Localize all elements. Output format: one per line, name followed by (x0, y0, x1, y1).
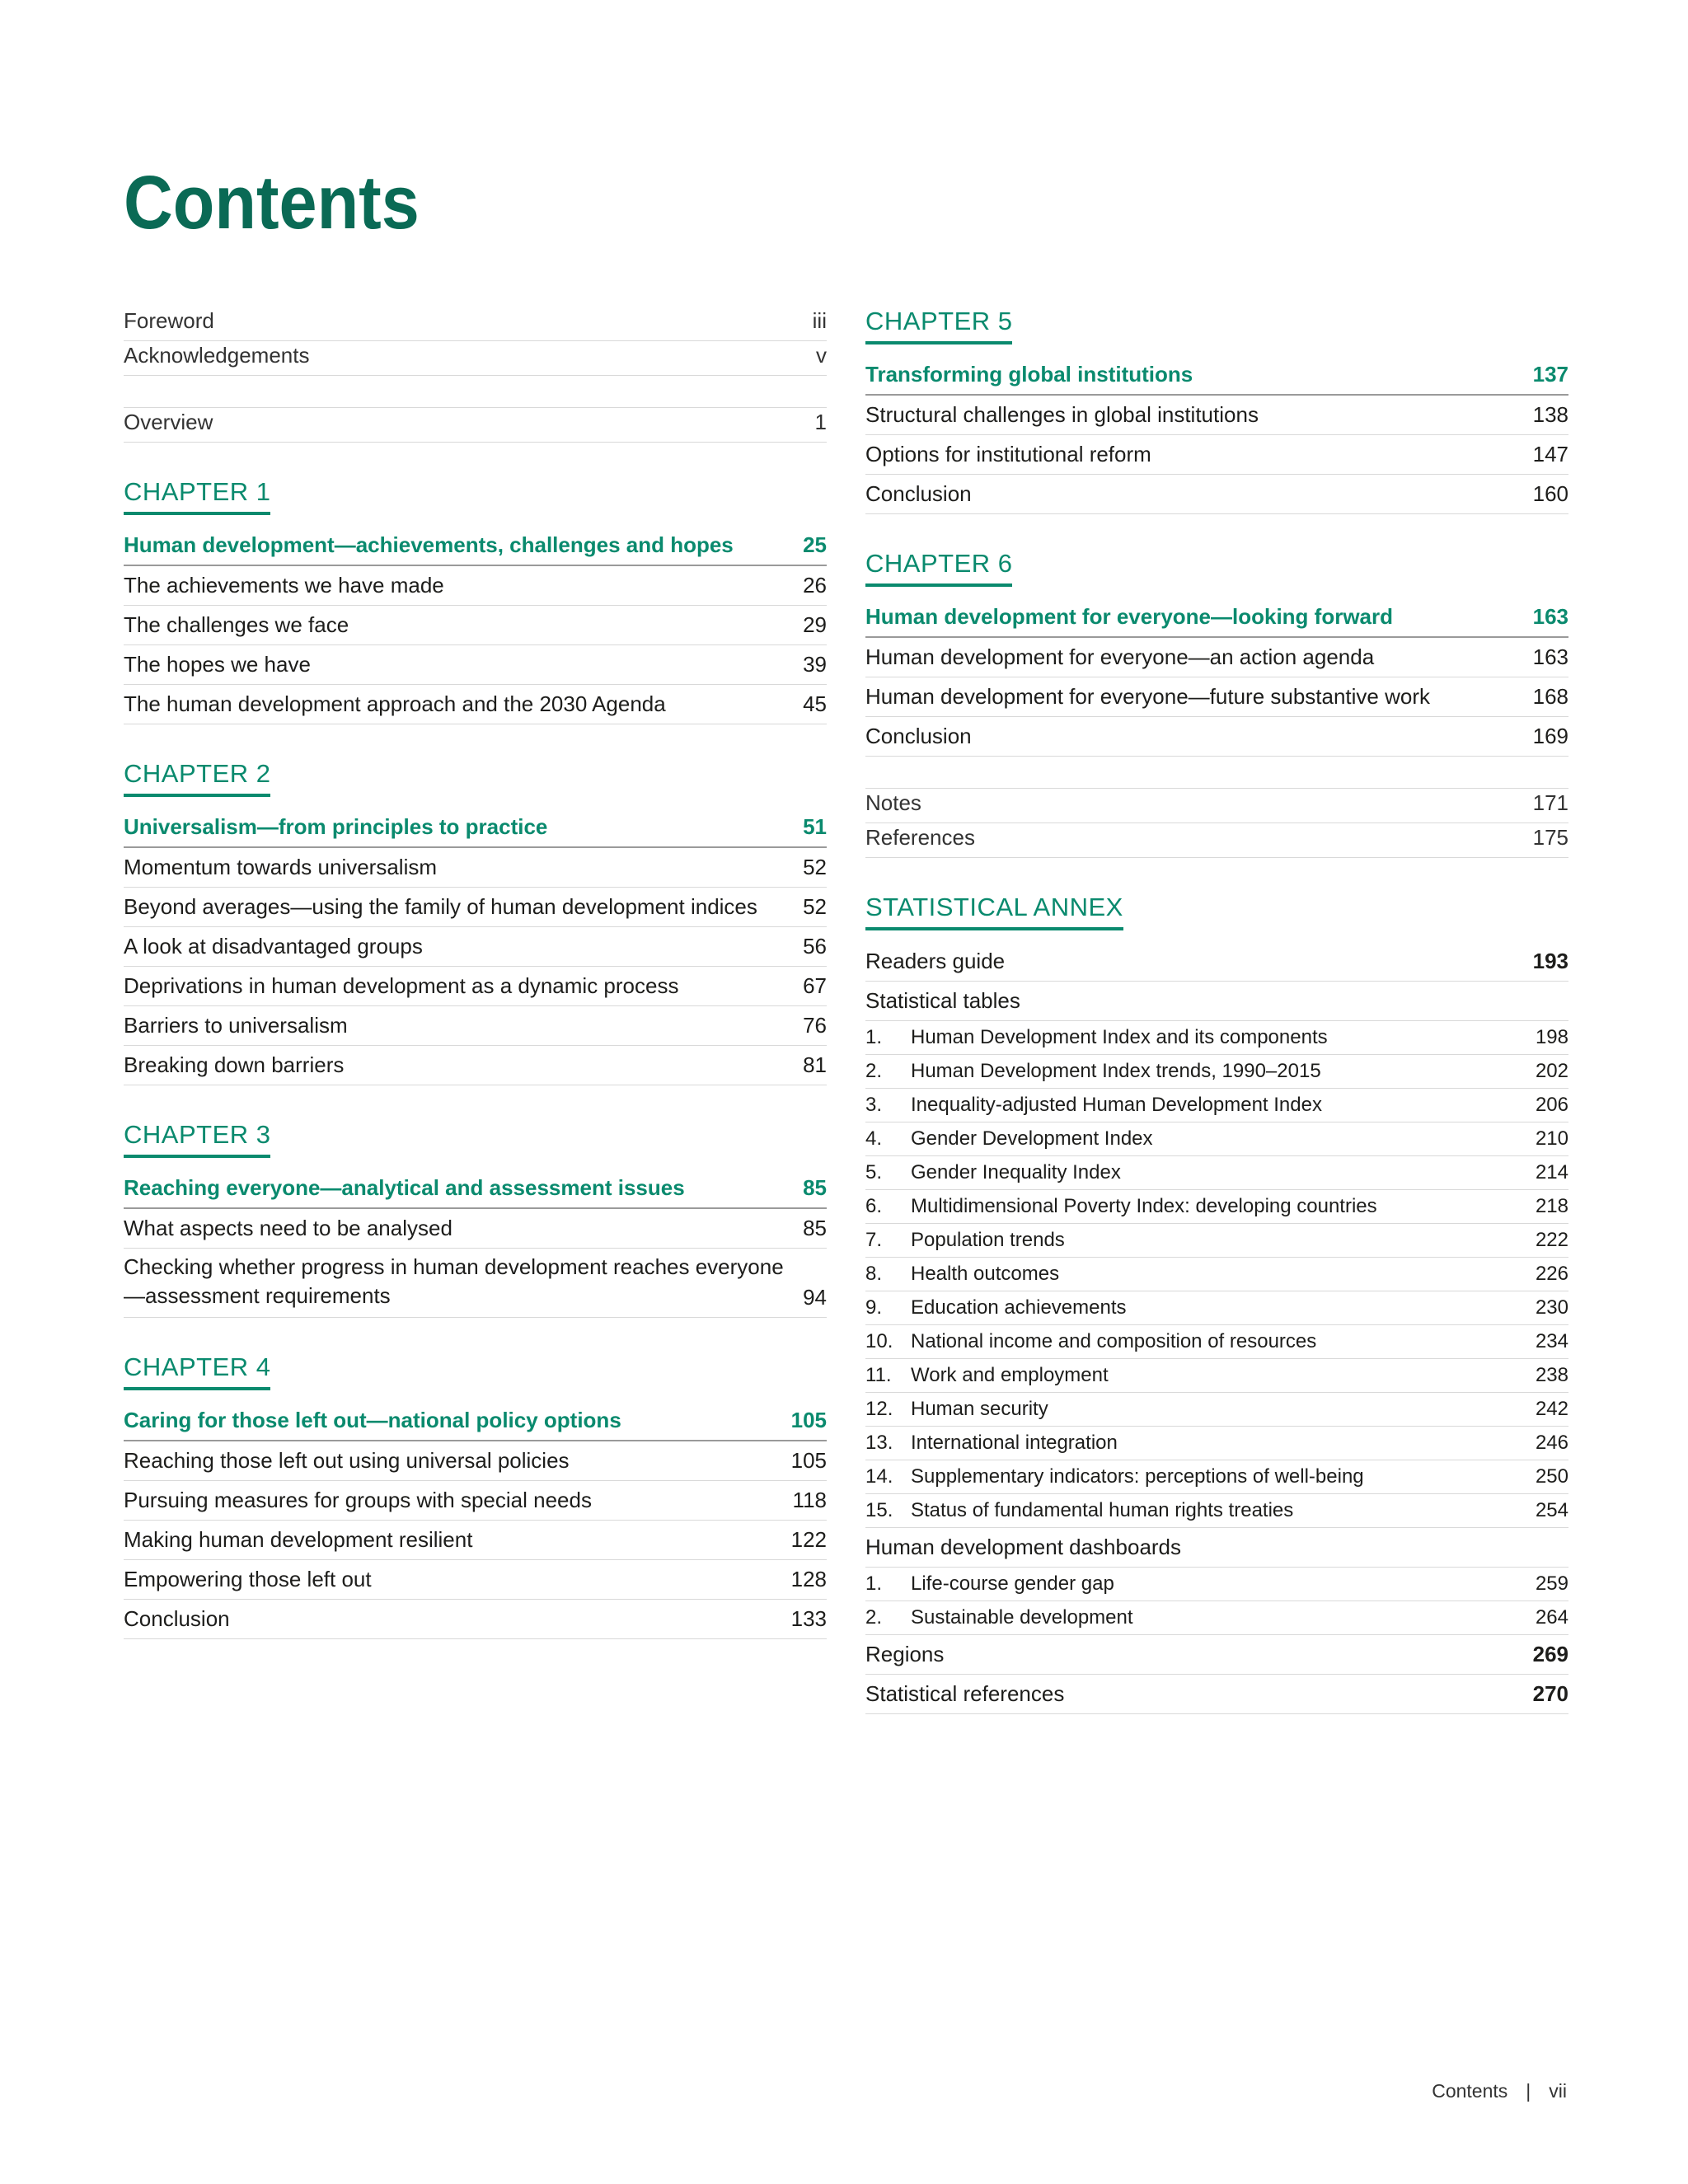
entry-page: 250 (1535, 1465, 1568, 1488)
toc-entry[interactable] (124, 1600, 827, 1639)
entry-number: 13. (865, 1432, 893, 1454)
entry-number: 4. (865, 1127, 883, 1150)
entry-title: The challenges we face (124, 612, 349, 637)
entry-title-wrap (865, 1330, 1316, 1353)
dashboards-heading-row (865, 1528, 1568, 1568)
chapter-page: 163 (1532, 604, 1568, 629)
toc-entry[interactable] (865, 677, 1568, 717)
entry-title: Beyond averages—using the family of human development indices (124, 894, 757, 919)
entry-page: 214 (1535, 1161, 1568, 1183)
entry-number: 1. (865, 1026, 883, 1048)
chapter-title: Reaching everyone—analytical and assessment issues (124, 1175, 685, 1200)
chapter-title-row[interactable] (865, 356, 1568, 396)
chapter-title-row[interactable] (865, 598, 1568, 638)
entry-title: Notes (865, 790, 921, 815)
entry-number: 7. (865, 1229, 883, 1251)
entry-title: Empowering those left out (124, 1567, 372, 1591)
entry-title: Momentum towards universalism (124, 855, 438, 879)
entry-title-wrap (865, 1572, 1114, 1596)
entry-title: Multidimensional Poverty Index: developing countries (911, 1195, 1377, 1217)
statistical-tables-list (865, 1021, 1568, 1528)
annex-table-entry[interactable] (865, 1190, 1568, 1224)
annex-table-entry[interactable] (865, 1021, 1568, 1055)
entry-title-wrap (865, 1127, 1153, 1151)
chapter-page: 25 (803, 532, 827, 557)
entry-page: 226 (1535, 1263, 1568, 1285)
entry-page: 94 (803, 1285, 827, 1310)
entry-title: Gender Development Index (911, 1127, 1153, 1150)
toc-entry[interactable] (124, 1249, 827, 1318)
entry-page: 171 (1532, 790, 1568, 815)
entry-page: 29 (803, 612, 827, 637)
entry-page: 269 (1532, 1642, 1568, 1666)
entry-page: 169 (1532, 724, 1568, 748)
entry-page: 52 (803, 855, 827, 879)
chapter-label: CHAPTER 3 (124, 1120, 270, 1158)
entry-title: Human development for everyone—an action agenda (865, 644, 1375, 669)
entry-title-wrap (865, 1263, 1059, 1286)
entry-title: International integration (911, 1432, 1118, 1454)
entry-number: 5. (865, 1161, 883, 1183)
entry-title: Conclusion (865, 724, 972, 748)
entry-title: Pursuing measures for groups with special needs (124, 1488, 592, 1512)
entry-title-wrap (865, 1026, 1328, 1049)
footer-label: Contents (1432, 2080, 1508, 2102)
entry-title: Barriers to universalism (124, 1013, 348, 1038)
entry-title: Regions (865, 1642, 945, 1666)
entry-title-wrap (865, 1398, 1048, 1421)
entry-title-wrap (865, 1296, 1127, 1319)
toc-entry[interactable] (124, 1481, 827, 1521)
divider (124, 376, 827, 408)
entry-page: iii (812, 308, 827, 333)
entry-page: 198 (1535, 1026, 1568, 1048)
chapter-label: CHAPTER 6 (865, 549, 1012, 587)
entry-title: Conclusion (124, 1606, 230, 1631)
entry-title: References (865, 825, 975, 850)
entry-title-wrap (865, 1606, 1133, 1629)
entry-title: Foreword (124, 308, 214, 333)
entry-title: Population trends (911, 1229, 1065, 1251)
entry-page: 259 (1535, 1572, 1568, 1595)
entry-page: 222 (1535, 1229, 1568, 1251)
entry-title: Sustainable development (911, 1606, 1133, 1629)
annex-table-entry[interactable] (865, 1460, 1568, 1494)
entry-number: 10. (865, 1330, 893, 1352)
entry-number: 3. (865, 1094, 883, 1116)
chapter-label: CHAPTER 5 (865, 307, 1012, 344)
page-title: Contents (124, 161, 420, 245)
toc-entry-overview[interactable] (124, 408, 827, 443)
entry-title: Readers guide (865, 949, 1006, 973)
toc-entry[interactable] (865, 475, 1568, 514)
annex-table-entry[interactable] (865, 1122, 1568, 1156)
toc-entry[interactable] (124, 1209, 827, 1249)
entry-page: 160 (1532, 481, 1568, 506)
entry-page: 206 (1535, 1094, 1568, 1116)
toc-entry[interactable] (865, 717, 1568, 757)
chapter-title: Human development for everyone—looking forward (865, 604, 1393, 629)
toc-entry[interactable] (124, 606, 827, 645)
entry-page: 210 (1535, 1127, 1568, 1150)
entry-title: Gender Inequality Index (911, 1161, 1121, 1183)
footer-page-number: vii (1549, 2080, 1567, 2102)
toc-entry[interactable] (124, 685, 827, 724)
toc-entry[interactable] (124, 566, 827, 606)
chapter-label: CHAPTER 4 (124, 1352, 270, 1390)
toc-entry[interactable] (865, 396, 1568, 435)
entry-number: 1. (865, 1572, 883, 1595)
entry-title: The human development approach and the 2030 Agenda (124, 691, 666, 716)
entry-number: 9. (865, 1296, 883, 1319)
toc-entry[interactable] (124, 967, 827, 1006)
entry-page: 242 (1535, 1398, 1568, 1420)
entry-page: 45 (803, 691, 827, 716)
entry-page: 202 (1535, 1060, 1568, 1082)
tables-heading: Statistical tables (865, 988, 1020, 1013)
toc-entry[interactable] (124, 888, 827, 927)
chapter-title-row[interactable] (124, 1402, 827, 1441)
chapter-page: 105 (790, 1408, 827, 1432)
entry-page: 254 (1535, 1499, 1568, 1521)
entry-page: v (816, 343, 827, 368)
entry-title-wrap (865, 1465, 1364, 1488)
toc-entry-foreword[interactable] (124, 307, 827, 341)
entry-title: Structural challenges in global institutions (865, 402, 1259, 427)
entry-page: 133 (790, 1606, 827, 1631)
entry-page: 81 (803, 1052, 827, 1077)
annex-table-entry[interactable] (865, 1089, 1568, 1122)
entry-title: A look at disadvantaged groups (124, 934, 423, 958)
annex-table-entry[interactable] (865, 1393, 1568, 1427)
entry-number: 12. (865, 1398, 893, 1420)
entry-page: 128 (790, 1567, 827, 1591)
chapter-title: Transforming global institutions (865, 362, 1193, 387)
toc-entry[interactable] (124, 1521, 827, 1560)
chapter-page: 85 (803, 1175, 827, 1200)
entry-page: 26 (803, 573, 827, 598)
dashboards-heading: Human development dashboards (865, 1535, 1182, 1559)
page-footer (1432, 2080, 1567, 2102)
entry-title-wrap (865, 1161, 1121, 1184)
entry-page: 1 (814, 410, 827, 434)
entry-number: 11. (865, 1364, 892, 1386)
annex-table-entry[interactable] (865, 1291, 1568, 1325)
divider (865, 757, 1568, 789)
entry-page: 147 (1532, 442, 1568, 466)
entry-title: National income and composition of resources (911, 1330, 1317, 1352)
chapter-page: 51 (803, 814, 827, 839)
entry-page: 230 (1535, 1296, 1568, 1319)
entry-number: 14. (865, 1465, 893, 1488)
entry-title: Supplementary indicators: perceptions of well-being (911, 1465, 1364, 1488)
entry-title: Options for institutional reform (865, 442, 1151, 466)
entry-title: Human security (911, 1398, 1048, 1420)
entry-title: What aspects need to be analysed (124, 1216, 452, 1240)
entry-title: The achievements we have made (124, 573, 444, 598)
annex-table-entry[interactable] (865, 1359, 1568, 1393)
toc-entry[interactable] (865, 638, 1568, 677)
entry-page: 175 (1532, 825, 1568, 850)
entry-page: 105 (790, 1448, 827, 1473)
entry-title-wrap (865, 1432, 1118, 1455)
entry-title-line: Checking whether progress in human development reaches everyone (124, 1254, 784, 1279)
entry-page: 163 (1532, 644, 1568, 669)
entry-page: 122 (790, 1527, 827, 1552)
entry-number: 6. (865, 1195, 883, 1217)
entry-page: 168 (1532, 684, 1568, 709)
toc-right-column (865, 307, 1568, 1714)
toc-entry-statistical-references[interactable] (865, 1675, 1568, 1714)
entry-page: 39 (803, 652, 827, 677)
toc-entry-references[interactable] (865, 823, 1568, 858)
chapter-title: Universalism—from principles to practice (124, 814, 548, 839)
dashboards-list (865, 1568, 1568, 1635)
annex-table-entry[interactable] (865, 1055, 1568, 1089)
entry-page: 56 (803, 934, 827, 958)
entry-title: Status of fundamental human rights treaties (911, 1499, 1294, 1521)
toc-entry[interactable] (124, 848, 827, 888)
annex-table-entry[interactable] (865, 1258, 1568, 1291)
entry-title: Reaching those left out using universal policies (124, 1448, 570, 1473)
entry-page: 52 (803, 894, 827, 919)
entry-page: 218 (1535, 1195, 1568, 1217)
entry-title-wrap (865, 1094, 1322, 1117)
entry-page: 270 (1532, 1681, 1568, 1706)
entry-title: Deprivations in human development as a dynamic process (124, 973, 679, 998)
toc-entry[interactable] (124, 1441, 827, 1481)
toc-entry-regions[interactable] (865, 1635, 1568, 1675)
toc-entry[interactable] (865, 435, 1568, 475)
entry-title-wrap (865, 1229, 1065, 1252)
annex-table-entry[interactable] (865, 1494, 1568, 1528)
entry-title: Making human development resilient (124, 1527, 473, 1552)
entry-title: Statistical references (865, 1681, 1065, 1706)
chapter-title-row[interactable] (124, 527, 827, 566)
entry-page: 85 (803, 1216, 827, 1240)
entry-title: Breaking down barriers (124, 1052, 345, 1077)
entry-page: 138 (1532, 402, 1568, 427)
entry-title: Human Development Index trends, 1990–2015 (911, 1060, 1321, 1082)
chapter-title-row[interactable] (124, 1169, 827, 1209)
toc-entry[interactable] (124, 1006, 827, 1046)
entry-page: 193 (1532, 949, 1568, 973)
tables-heading-row (865, 982, 1568, 1021)
entry-title-line: —assessment requirements (124, 1283, 391, 1308)
toc-entry[interactable] (124, 927, 827, 967)
entry-page: 234 (1535, 1330, 1568, 1352)
entry-title: Human development for everyone—future substantive work (865, 684, 1431, 709)
chapter-label: CHAPTER 1 (124, 477, 270, 515)
entry-title: Work and employment (911, 1364, 1109, 1386)
chapter-title: Caring for those left out—national policy options (124, 1408, 621, 1432)
entry-page: 118 (792, 1488, 827, 1512)
entry-page: 246 (1535, 1432, 1568, 1454)
toc-entry-acknowledgements[interactable] (124, 341, 827, 376)
entry-title: Acknowledgements (124, 343, 310, 368)
entry-title: Education achievements (911, 1296, 1127, 1319)
chapter-title: Human development—achievements, challenges and hopes (124, 532, 734, 557)
annex-table-entry[interactable] (865, 1427, 1568, 1460)
chapter-label: CHAPTER 2 (124, 759, 270, 797)
entry-title: Health outcomes (911, 1263, 1060, 1285)
entry-number: 15. (865, 1499, 893, 1521)
entry-number: 2. (865, 1060, 883, 1082)
toc-entry[interactable] (124, 1046, 827, 1085)
annex-table-entry[interactable] (865, 1568, 1568, 1601)
entry-page: 238 (1535, 1364, 1568, 1386)
annex-table-entry[interactable] (865, 1224, 1568, 1258)
footer-separator: | (1526, 2080, 1531, 2102)
entry-page: 264 (1535, 1606, 1568, 1629)
entry-number: 2. (865, 1606, 883, 1629)
toc-entry[interactable] (124, 645, 827, 685)
entry-title: Overview (124, 410, 213, 434)
annex-table-entry[interactable] (865, 1601, 1568, 1635)
toc-entry[interactable] (124, 1560, 827, 1600)
entry-title-wrap (865, 1060, 1321, 1083)
toc-entry-notes[interactable] (865, 789, 1568, 823)
toc-entry-readers-guide[interactable] (865, 942, 1568, 982)
entry-title: Life-course gender gap (911, 1572, 1114, 1595)
entry-page: 67 (803, 973, 827, 998)
entry-title: Inequality-adjusted Human Development Index (911, 1094, 1322, 1116)
entry-title: Human Development Index and its components (911, 1026, 1328, 1048)
entry-title: Conclusion (865, 481, 972, 506)
entry-title-wrap (865, 1195, 1377, 1218)
entry-title-wrap (865, 1499, 1293, 1522)
chapter-page: 137 (1532, 362, 1568, 387)
annex-table-entry[interactable] (865, 1325, 1568, 1359)
entry-number: 8. (865, 1263, 883, 1285)
entry-title-wrap (865, 1364, 1109, 1387)
annex-label: STATISTICAL ANNEX (865, 893, 1123, 930)
chapter-title-row[interactable] (124, 808, 827, 848)
annex-table-entry[interactable] (865, 1156, 1568, 1190)
entry-title (124, 1253, 784, 1310)
toc-left-column (124, 307, 827, 1639)
entry-page: 76 (803, 1013, 827, 1038)
entry-title: The hopes we have (124, 652, 311, 677)
